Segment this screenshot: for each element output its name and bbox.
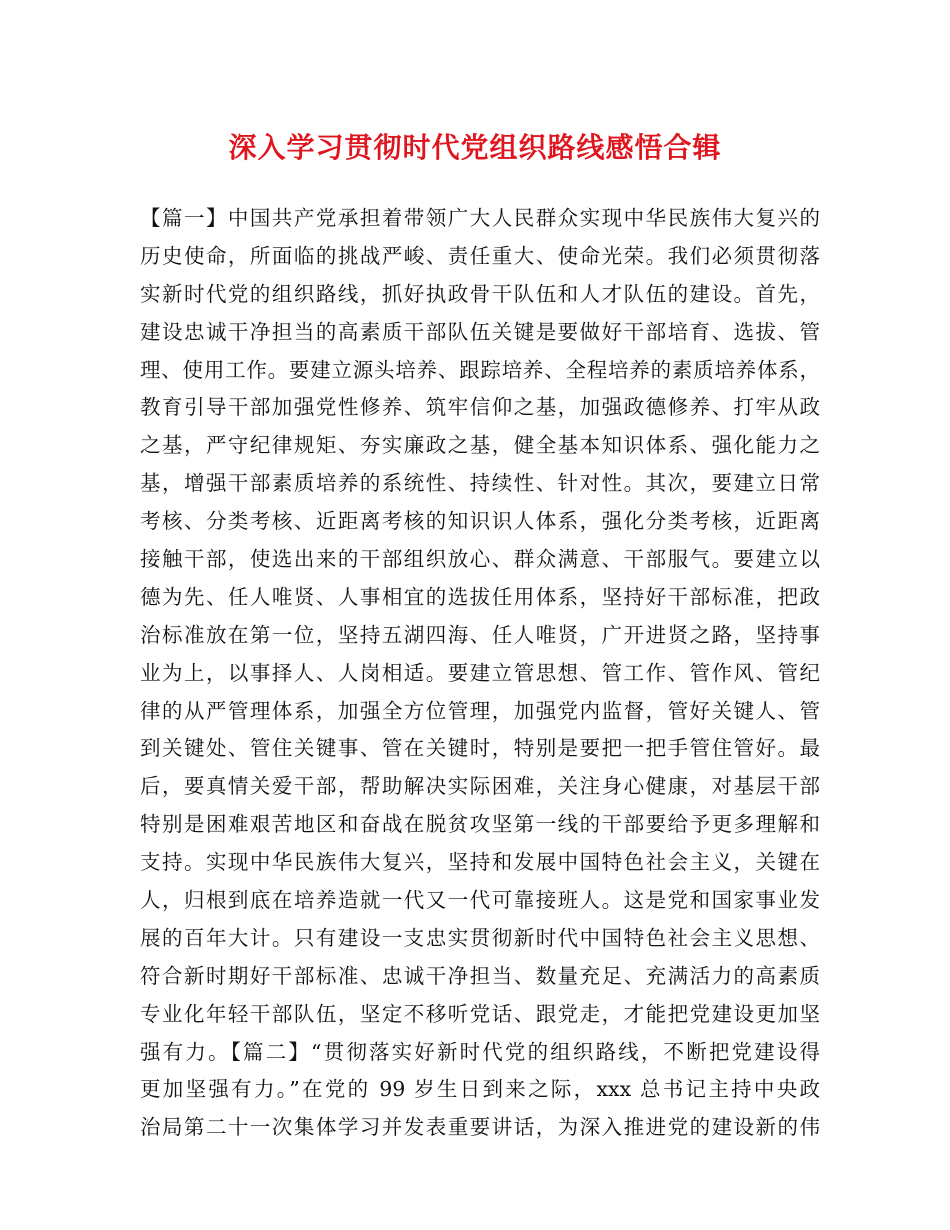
body-line: 实新时代党的组织路线，抓好执政骨干队伍和人才队伍的建设。首先， bbox=[140, 281, 820, 306]
body-line: 基，增强干部素质培养的系统性、持续性、针对性。其次，要建立日常 bbox=[140, 471, 820, 496]
body-line: 接触干部，使选出来的干部组织放心、群众满意、干部服气。要建立以 bbox=[140, 547, 820, 572]
body-line: 建设忠诚干净担当的高素质干部队伍关键是要做好干部培育、选拔、管 bbox=[140, 319, 820, 344]
body-line: 【篇一】中国共产党承担着带领广大人民群众实现中华民族伟大复兴的 bbox=[140, 206, 820, 230]
body-line: 特别是困难艰苦地区和奋战在脱贫攻坚第一线的干部要给予更多理解和 bbox=[140, 812, 820, 837]
body-line: 专业化年轻干部队伍，坚定不移听党话、跟党走，才能把党建设更加坚 bbox=[140, 1001, 820, 1026]
body-line: 展的百年大计。只有建设一支忠实贯彻新时代中国特色社会主义思想、 bbox=[140, 925, 820, 950]
body-line: 业为上，以事择人、人岗相适。要建立管思想、管工作、管作风、管纪 bbox=[140, 660, 820, 685]
body-line: 德为先、任人唯贤、人事相宜的选拔任用体系，坚持好干部标准，把政 bbox=[140, 584, 820, 609]
body-line: 历史使命，所面临的挑战严峻、责任重大、使命光荣。我们必须贯彻落 bbox=[140, 243, 820, 268]
document-title: 深入学习贯彻时代党组织路线感悟合辑 bbox=[228, 131, 722, 164]
body-line: 治标准放在第一位，坚持五湖四海、任人唯贤，广开进贤之路，坚持事 bbox=[140, 622, 820, 647]
body-line: 治局第二十一次集体学习并发表重要讲话，为深入推进党的建设新的伟 bbox=[140, 1115, 820, 1140]
body-line: 到关键处、管住关键事、管在关键时，特别是要把一把手管住管好。最 bbox=[140, 736, 820, 761]
body-line: 更加坚强有力。”在党的 99 岁生日到来之际，xxx 总书记主持中央政 bbox=[140, 1077, 820, 1102]
body-line: 后，要真情关爱干部，帮助解决实际困难，关注身心健康，对基层干部 bbox=[140, 774, 820, 799]
document-body bbox=[140, 200, 820, 1147]
body-line: 之基，严守纪律规矩、夯实廉政之基，健全基本知识体系、强化能力之 bbox=[140, 433, 820, 458]
body-line: 考核、分类考核、近距离考核的知识识人体系，强化分类考核，近距离 bbox=[140, 509, 820, 534]
body-line: 强有力。【篇二】“贯彻落实好新时代党的组织路线，不断把党建设得 bbox=[140, 1039, 820, 1064]
body-line: 符合新时期好干部标准、忠诚干净担当、数量充足、充满活力的高素质 bbox=[140, 963, 820, 988]
body-line: 理、使用工作。要建立源头培养、跟踪培养、全程培养的素质培养体系， bbox=[140, 357, 820, 382]
body-line: 律的从严管理体系，加强全方位管理，加强党内监督，管好关键人、管 bbox=[140, 698, 820, 723]
body-line: 支持。实现中华民族伟大复兴，坚持和发展中国特色社会主义，关键在 bbox=[140, 850, 820, 875]
body-line: 人，归根到底在培养造就一代又一代可靠接班人。这是党和国家事业发 bbox=[140, 888, 820, 913]
body-line: 教育引导干部加强党性修养、筑牢信仰之基，加强政德修养、打牢从政 bbox=[140, 395, 820, 420]
